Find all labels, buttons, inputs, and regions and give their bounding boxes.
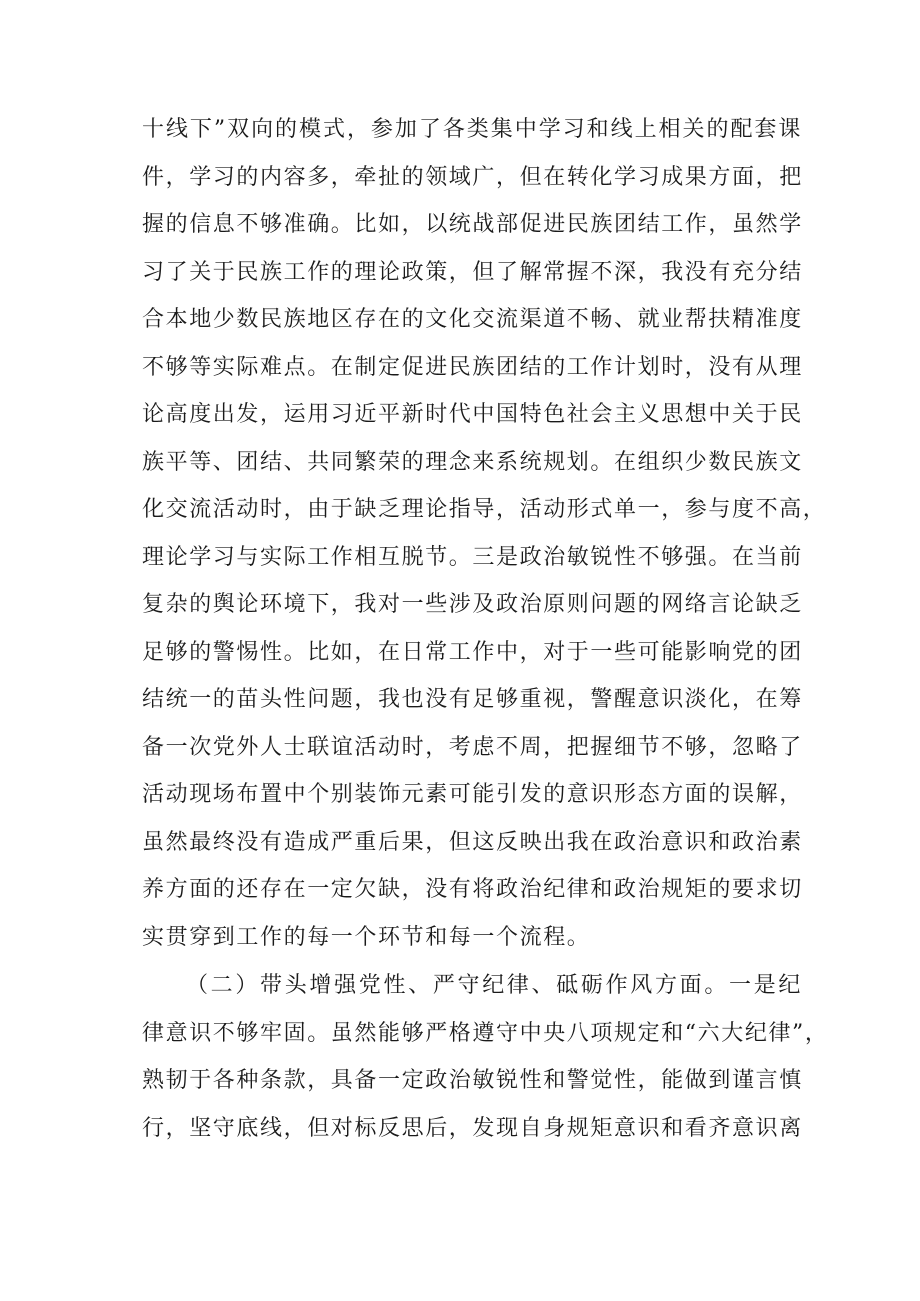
text-line: 行，坚守底线，但对标反思后，发现自身规矩意识和看齐意识离 <box>142 1115 803 1141</box>
text-line: 习了关于民族工作的理论政策，但了解常握不深，我没有充分结 <box>142 259 803 285</box>
text-line: 件，学习的内容多，牵扯的领域广，但在转化学习成果方面，把 <box>142 164 803 190</box>
text-line: 养方面的还存在一定欠缺，没有将政治纪律和政治规矩的要求切 <box>142 877 803 902</box>
text-line: 结统一的苗头性问题，我也没有足够重视，警醒意识淡化，在筹 <box>142 687 803 712</box>
text-line: 化交流活动时，由于缺乏理论指导，活动形式单一，参与度不高， <box>142 497 827 522</box>
text-line: 熟韧于各种条款，具备一定政治敏锐性和警觉性，能做到谨言慎 <box>142 1068 803 1093</box>
section-heading-line: （二）带头增强党性、严守纪律、砥砺作风方面。一是纪 <box>186 973 802 998</box>
text-line: 论高度出发，运用习近平新时代中国特色社会主义思想中关于民 <box>142 402 803 427</box>
text-line: 活动现场布置中个别装饰元素可能引发的意识形态方面的误解， <box>142 782 803 807</box>
text-line: 律意识不够牢固。虽然能够严格遵守中央八项规定和“六大纪律”， <box>142 1020 829 1046</box>
text-line: 复杂的舆论环境下，我对一些涉及政治原则问题的网络言论缺乏 <box>142 592 803 617</box>
text-line: 不够等实际难点。在制定促进民族团结的工作计划时，没有从理 <box>142 354 803 380</box>
text-line: 合本地少数民族地区存在的文化交流渠道不畅、就业帮扶精准度 <box>142 307 803 332</box>
text-line: 族平等、团结、共同繁荣的理念来系统规划。在组织少数民族文 <box>142 449 803 475</box>
text-line: 握的信息不够准确。比如，以统战部促进民族团结工作，虽然学 <box>142 212 803 237</box>
text-line: 备一次党外人士联谊活动时，考虑不周，把握细节不够，忽略了 <box>142 734 803 760</box>
body-text <box>142 106 829 1152</box>
text-line: 足够的警惕性。比如，在日常工作中，对于一些可能影响党的团 <box>142 639 803 665</box>
text-line: 十线下”双向的模式，参加了各类集中学习和线上相关的配套课 <box>142 117 802 142</box>
text-line: 实贯穿到工作的每一个环节和每一个流程。 <box>142 924 591 950</box>
text-line: 虽然最终没有造成严重后果，但这反映出我在政治意识和政治素 <box>142 829 803 855</box>
text-line: 理论学习与实际工作相互脱节。三是政治敏锐性不够强。在当前 <box>142 544 803 570</box>
